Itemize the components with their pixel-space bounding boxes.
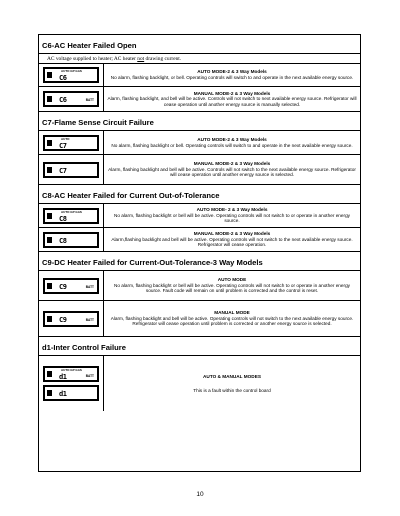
display-panel-icon: AUTO GP GAS d1 BATT <box>43 366 99 382</box>
section-note-c6: AC voltage supplied to heater; AC heater not drawing current. <box>39 54 360 64</box>
display-panel-icon: AUTO GP GAS C6 <box>43 67 99 83</box>
fault-row: AUTO GP GAS C8 AUTO MODE- 2 & 3 Way Models No alarm, flashing backlight or bell will be active. Operating controls will not switch to or operate in another energy source. <box>39 204 360 228</box>
fault-row: AUTO C7 AUTO MODE-2 & 3 Way Models No alarm, flashing backlight or bell. Operating controls will switch to and operate in the next available energy source. <box>39 131 360 155</box>
display-panel-icon: C6 BATT <box>43 91 99 107</box>
section-title-c8: C8-AC Heater Failed for Current Out-of-Tolerance <box>39 185 360 204</box>
fault-row: AUTO GP GAS C6 AUTO MODE-2 & 3 Way Models No alarm, flashing backlight, or bell. Operating controls will switch to and operate in the next available energy source. <box>39 64 360 87</box>
fault-row: C9 BATT AUTO MODE No alarm, flashing backlight or bell will be active. Operating controls will not switch to or operate in another energy source. Fault code will remain on until problem is corrected and the control is reset. <box>39 271 360 301</box>
section-title-c6: C6-AC Heater Failed Open <box>39 35 360 54</box>
fault-row: C6 BATT MANUAL MODE-2 & 3 Way Models Alarm, flashing backlight, and bell will be active. Controls will not switch to next available energy source. Refrigerator will cease operation until another energy source is manually selected. <box>39 87 360 112</box>
display-panel-icon: C9 BATT <box>43 311 99 327</box>
section-title-c7: C7-Flame Sense Circuit Failure <box>39 112 360 131</box>
section-title-d1: d1-Inter Control Failure <box>39 337 360 356</box>
page-number: 10 <box>196 491 204 498</box>
display-panel-icon: AUTO C7 <box>43 135 99 151</box>
fault-row: C8 MANUAL MODE-2 & 3 Way Models Alarm,flashing backlight and bell will be active. Operating controls will not switch to the next available energy source. Refrigerator will cease operation. <box>39 228 360 252</box>
display-panel-icon: C9 BATT <box>43 278 99 294</box>
fault-row: C7 MANUAL MODE-2 & 3 Way Models Alarm, flashing backlight and bell will be active. Controls will not switch to the next available energy source. Refrigerator will cease operation until another energy source is selected. <box>39 155 360 185</box>
fault-code-table <box>38 34 361 472</box>
display-panel-icon: AUTO GP GAS C8 <box>43 208 99 224</box>
display-panel-icon: C8 <box>43 232 99 248</box>
display-panel-icon: C7 <box>43 162 99 178</box>
fault-row: AUTO GP GAS d1 BATT d1 AUTO & MANUAL MODES This is a fault within the control board <box>39 356 360 411</box>
display-panel-icon: d1 <box>43 385 99 401</box>
section-title-c9: C9-DC Heater Failed for Current-Out-Tolerance-3 Way Models <box>39 252 360 271</box>
fault-row: C9 BATT MANUAL MODE Alarm, flashing backlight and bell will be active. Operating controls will not switch to the next available energy source. Refrigerator will cease operation until problem is corrected or another energy source is selected. <box>39 301 360 337</box>
